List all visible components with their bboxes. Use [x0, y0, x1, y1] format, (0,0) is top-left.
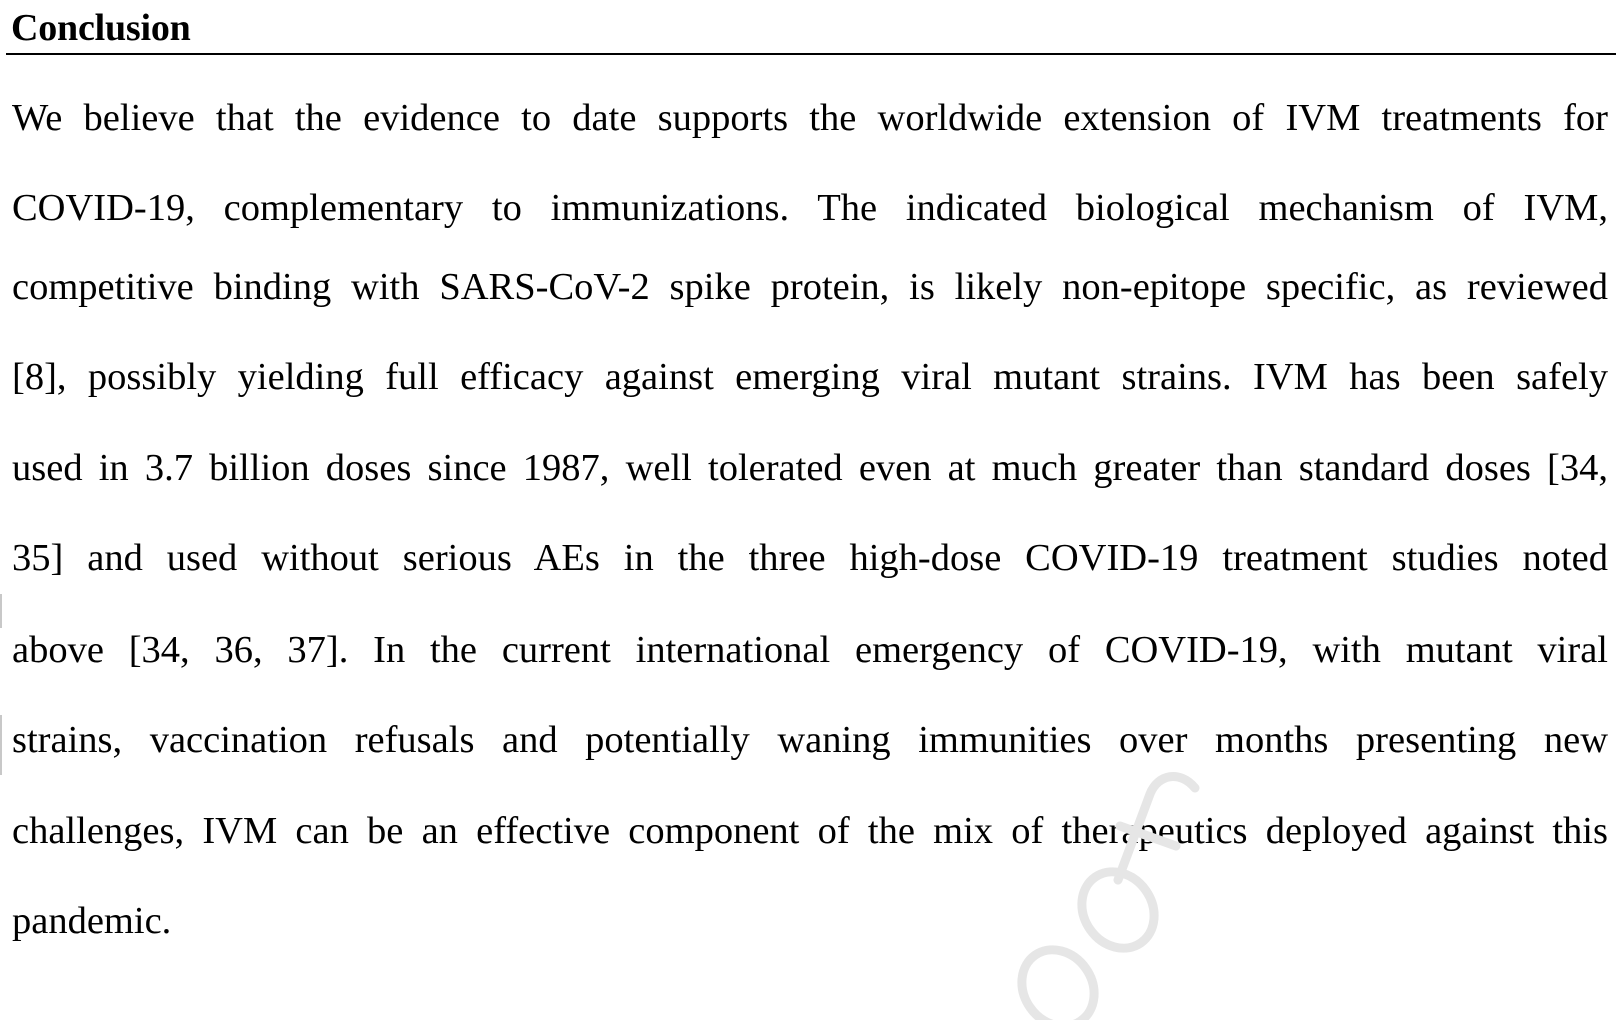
section-heading: Conclusion — [11, 7, 191, 49]
margin-marker-top — [0, 594, 2, 628]
paragraph-line-10: pandemic. — [12, 900, 172, 942]
paragraph-line-4: [8], possibly yielding full efficacy against emerging viral mutant strains. IVM has been safely — [12, 356, 1608, 398]
paragraph-line-2: COVID-19, complementary to immunizations. The indicated biological mechanism of IVM, — [12, 187, 1608, 229]
margin-marker-bottom — [0, 715, 2, 775]
paragraph-line-3: competitive binding with SARS-CoV-2 spike protein, is likely non-epitope specific, as reviewed — [12, 266, 1608, 308]
journal-pre-proof-watermark — [1000, 760, 1360, 1020]
paragraph-line-9: challenges, IVM can be an effective component of the mix of therapeutics deployed against this — [12, 810, 1608, 852]
paragraph-line-1: We believe that the evidence to date supports the worldwide extension of IVM treatments for — [12, 97, 1608, 139]
paragraph-line-5: used in 3.7 billion doses since 1987, well tolerated even at much greater than standard doses [34, — [12, 447, 1608, 489]
heading-rule — [6, 53, 1616, 55]
paragraph-line-7: above [34, 36, 37]. In the current international emergency of COVID-19, with mutant viral — [12, 629, 1608, 671]
watermark-graphic — [1000, 760, 1360, 1020]
paragraph-line-8: strains, vaccination refusals and potentially waning immunities over months presenting new — [12, 719, 1608, 761]
paragraph-line-6: 35] and used without serious AEs in the three high-dose COVID-19 treatment studies noted — [12, 537, 1608, 579]
